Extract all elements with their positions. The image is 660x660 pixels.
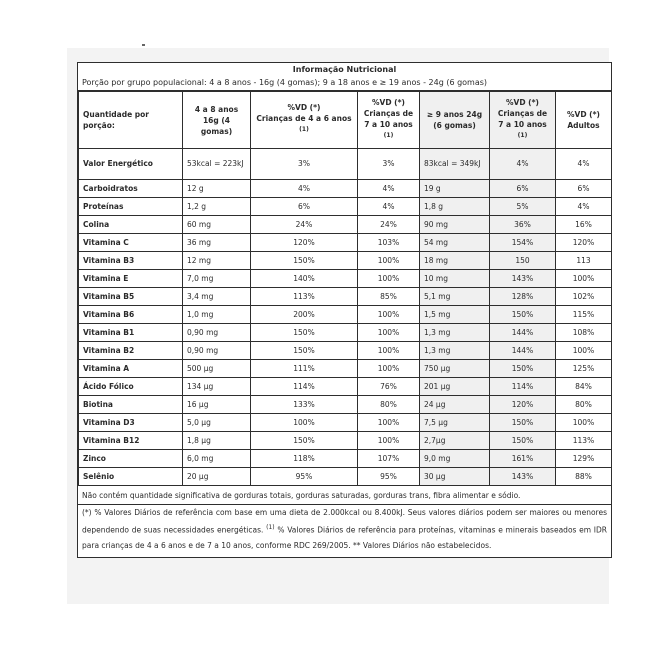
- nutrition-facts-table: [77, 62, 612, 558]
- header-vd-sub: Crianças de 7 a 10 anos: [497, 108, 548, 129]
- vd-4-6: 200%: [251, 306, 358, 324]
- amount-9-plus: 2,7µg: [420, 432, 490, 450]
- header-vd-adults: %VD (*) Adultos: [556, 92, 612, 149]
- vd-4-6: 111%: [251, 360, 358, 378]
- nutrient-name: Biotina: [79, 396, 183, 414]
- amount-4-8: 12 mg: [183, 252, 251, 270]
- amount-4-8: 20 µg: [183, 468, 251, 486]
- vd-4-6: 24%: [251, 216, 358, 234]
- vd-7-10-b: 150%: [490, 360, 556, 378]
- amount-9-plus: 10 mg: [420, 270, 490, 288]
- vd-adults: 129%: [556, 450, 612, 468]
- nutrient-name: Vitamina B3: [79, 252, 183, 270]
- nutrient-name: Vitamina A: [79, 360, 183, 378]
- vd-7-10: 100%: [358, 324, 420, 342]
- header-group-4-8: 4 a 8 anos 16g (4 gomas): [183, 92, 251, 149]
- amount-9-plus: 1,8 g: [420, 198, 490, 216]
- header-group-9-plus: ≥ 9 anos 24g (6 gomas): [420, 92, 490, 149]
- nutrient-name: Vitamina B5: [79, 288, 183, 306]
- nutrient-name: Vitamina B1: [79, 324, 183, 342]
- vd-adults: 100%: [556, 270, 612, 288]
- vd-7-10-b: 36%: [490, 216, 556, 234]
- amount-9-plus: 83kcal = 349kJ: [420, 149, 490, 180]
- amount-4-8: 0,90 mg: [183, 342, 251, 360]
- vd-7-10: 100%: [358, 360, 420, 378]
- vd-7-10: 76%: [358, 378, 420, 396]
- footnote-marker: (1): [266, 524, 275, 531]
- vd-7-10: 80%: [358, 396, 420, 414]
- amount-4-8: 134 µg: [183, 378, 251, 396]
- vd-7-10: 107%: [358, 450, 420, 468]
- vd-7-10-b: 120%: [490, 396, 556, 414]
- amount-9-plus: 54 mg: [420, 234, 490, 252]
- amount-9-plus: 18 mg: [420, 252, 490, 270]
- header-quantity: Quantidade por porção:: [79, 92, 183, 149]
- vd-adults: 88%: [556, 468, 612, 486]
- vd-4-6: 150%: [251, 432, 358, 450]
- nutrient-name: Zinco: [79, 450, 183, 468]
- header-vd-label: %VD (*): [506, 97, 539, 107]
- vd-7-10: 100%: [358, 414, 420, 432]
- amount-4-8: 36 mg: [183, 234, 251, 252]
- nutrient-name: Vitamina E: [79, 270, 183, 288]
- amount-4-8: 1,8 µg: [183, 432, 251, 450]
- amount-4-8: 5,0 µg: [183, 414, 251, 432]
- vd-7-10-b: 143%: [490, 270, 556, 288]
- vd-4-6: 150%: [251, 324, 358, 342]
- vd-7-10: 100%: [358, 342, 420, 360]
- amount-9-plus: 90 mg: [420, 216, 490, 234]
- vd-adults: 125%: [556, 360, 612, 378]
- footnote-text-idr: % Valores Diários de referência para proteínas, vitaminas e minerais baseados em IDR para crianças de 4 a 6 anos e de 7 a 10 anos, conforme RDC 269/2005. ** Valores Diários não estabelecidos.: [82, 525, 608, 550]
- amount-4-8: 6,0 mg: [183, 450, 251, 468]
- vd-7-10-b: 150%: [490, 306, 556, 324]
- footnotes: [78, 486, 611, 557]
- amount-4-8: 3,4 mg: [183, 288, 251, 306]
- header-vd-label: %VD (*): [372, 97, 405, 107]
- amount-9-plus: 30 µg: [420, 468, 490, 486]
- vd-7-10-b: 6%: [490, 180, 556, 198]
- vd-4-6: 150%: [251, 342, 358, 360]
- vd-adults: 4%: [556, 149, 612, 180]
- table-row: [79, 234, 612, 252]
- vd-4-6: 3%: [251, 149, 358, 180]
- vd-7-10-b: 150: [490, 252, 556, 270]
- nutrient-table: [78, 91, 612, 486]
- vd-4-6: 113%: [251, 288, 358, 306]
- vd-7-10: 100%: [358, 432, 420, 450]
- vd-7-10-b: 161%: [490, 450, 556, 468]
- table-title: Informação Nutricional: [292, 65, 397, 74]
- table-row: [79, 306, 612, 324]
- header-row: [79, 92, 612, 149]
- table-row: [79, 414, 612, 432]
- vd-adults: 108%: [556, 324, 612, 342]
- amount-9-plus: 201 µg: [420, 378, 490, 396]
- vd-7-10: 4%: [358, 180, 420, 198]
- amount-9-plus: 9,0 mg: [420, 450, 490, 468]
- table-row: [79, 252, 612, 270]
- nutrient-name: Ácido Fólico: [79, 378, 183, 396]
- vd-adults: 115%: [556, 306, 612, 324]
- header-vd-sub: Crianças de 7 a 10 anos: [363, 108, 414, 129]
- nutrient-name: Valor Energético: [79, 149, 183, 180]
- amount-4-8: 16 µg: [183, 396, 251, 414]
- vd-adults: 84%: [556, 378, 612, 396]
- scan-mark: [142, 44, 145, 46]
- header-vd-7-10-b: [490, 92, 556, 149]
- footnote-not-significant: Não contém quantidade significativa de gorduras totais, gorduras saturadas, gorduras trans, fibra alimentar e sódio.: [78, 488, 611, 505]
- table-row: [79, 432, 612, 450]
- amount-4-8: 12 g: [183, 180, 251, 198]
- table-row: [79, 468, 612, 486]
- vd-4-6: 114%: [251, 378, 358, 396]
- footnote-marker: (1): [299, 126, 309, 134]
- table-row: [79, 270, 612, 288]
- vd-7-10-b: 4%: [490, 149, 556, 180]
- amount-4-8: 500 µg: [183, 360, 251, 378]
- vd-7-10: 95%: [358, 468, 420, 486]
- vd-adults: 113: [556, 252, 612, 270]
- footnote-daily-values: [82, 505, 607, 553]
- vd-7-10: 103%: [358, 234, 420, 252]
- vd-4-6: 6%: [251, 198, 358, 216]
- footnote-marker: (1): [517, 131, 528, 139]
- table-row: [79, 378, 612, 396]
- vd-7-10: 85%: [358, 288, 420, 306]
- table-row: [79, 324, 612, 342]
- header-vd-4-6: [251, 92, 358, 149]
- header-vd-label: %VD (*): [287, 103, 321, 113]
- table-row: [79, 149, 612, 180]
- vd-7-10: 24%: [358, 216, 420, 234]
- vd-adults: 113%: [556, 432, 612, 450]
- vd-7-10: 100%: [358, 270, 420, 288]
- portion-line: Porção por grupo populacional: 4 a 8 anos - 16g (4 gomas); 9 a 18 anos e ≥ 19 anos - 24g (6 gomas): [78, 76, 611, 91]
- vd-7-10-b: 128%: [490, 288, 556, 306]
- amount-9-plus: 750 µg: [420, 360, 490, 378]
- nutrient-name: Vitamina D3: [79, 414, 183, 432]
- header-vd-sub: Crianças de 4 a 6 anos: [256, 114, 352, 124]
- amount-4-8: 1,0 mg: [183, 306, 251, 324]
- table-row: [79, 396, 612, 414]
- vd-4-6: 120%: [251, 234, 358, 252]
- vd-7-10: 100%: [358, 252, 420, 270]
- vd-7-10: 100%: [358, 306, 420, 324]
- vd-4-6: 118%: [251, 450, 358, 468]
- table-row: [79, 450, 612, 468]
- table-row: [79, 342, 612, 360]
- vd-7-10: 3%: [358, 149, 420, 180]
- vd-7-10-b: 144%: [490, 324, 556, 342]
- amount-9-plus: 5,1 mg: [420, 288, 490, 306]
- nutrient-name: Vitamina B6: [79, 306, 183, 324]
- vd-adults: 6%: [556, 180, 612, 198]
- vd-7-10-b: 143%: [490, 468, 556, 486]
- footnote-marker: (1): [383, 131, 394, 139]
- vd-4-6: 133%: [251, 396, 358, 414]
- nutrient-name: Proteínas: [79, 198, 183, 216]
- vd-7-10-b: 144%: [490, 342, 556, 360]
- table-row: [79, 180, 612, 198]
- amount-9-plus: 7,5 µg: [420, 414, 490, 432]
- amount-4-8: 1,2 g: [183, 198, 251, 216]
- vd-7-10: 4%: [358, 198, 420, 216]
- vd-7-10-b: 114%: [490, 378, 556, 396]
- table-row: [79, 198, 612, 216]
- amount-4-8: 7,0 mg: [183, 270, 251, 288]
- amount-9-plus: 1,3 mg: [420, 324, 490, 342]
- nutrient-name: Selênio: [79, 468, 183, 486]
- nutrient-name: Vitamina C: [79, 234, 183, 252]
- vd-4-6: 100%: [251, 414, 358, 432]
- footnote-text: (*) % Valores Diários de referência com base em uma dieta de 2.000kcal ou 8.400kJ. Seus valores diários podem ser maiores ou menores dependendo de suas necessidades energéticas.: [82, 508, 607, 535]
- table-row: [79, 288, 612, 306]
- vd-adults: 4%: [556, 198, 612, 216]
- vd-4-6: 95%: [251, 468, 358, 486]
- nutrient-name: Vitamina B12: [79, 432, 183, 450]
- amount-4-8: 0,90 mg: [183, 324, 251, 342]
- amount-9-plus: 24 µg: [420, 396, 490, 414]
- vd-adults: 120%: [556, 234, 612, 252]
- amount-4-8: 53kcal = 223kJ: [183, 149, 251, 180]
- vd-7-10-b: 150%: [490, 432, 556, 450]
- nutrient-name: Vitamina B2: [79, 342, 183, 360]
- header-vd-7-10-a: [358, 92, 420, 149]
- amount-9-plus: 19 g: [420, 180, 490, 198]
- vd-adults: 16%: [556, 216, 612, 234]
- vd-4-6: 150%: [251, 252, 358, 270]
- vd-adults: 100%: [556, 342, 612, 360]
- amount-9-plus: 1,5 mg: [420, 306, 490, 324]
- vd-7-10-b: 5%: [490, 198, 556, 216]
- table-row: [79, 360, 612, 378]
- vd-adults: 100%: [556, 414, 612, 432]
- vd-adults: 102%: [556, 288, 612, 306]
- vd-7-10-b: 150%: [490, 414, 556, 432]
- nutrient-name: Colina: [79, 216, 183, 234]
- vd-4-6: 140%: [251, 270, 358, 288]
- vd-7-10-b: 154%: [490, 234, 556, 252]
- amount-4-8: 60 mg: [183, 216, 251, 234]
- amount-9-plus: 1,3 mg: [420, 342, 490, 360]
- nutrient-name: Carboidratos: [79, 180, 183, 198]
- table-row: [79, 216, 612, 234]
- vd-4-6: 4%: [251, 180, 358, 198]
- vd-adults: 80%: [556, 396, 612, 414]
